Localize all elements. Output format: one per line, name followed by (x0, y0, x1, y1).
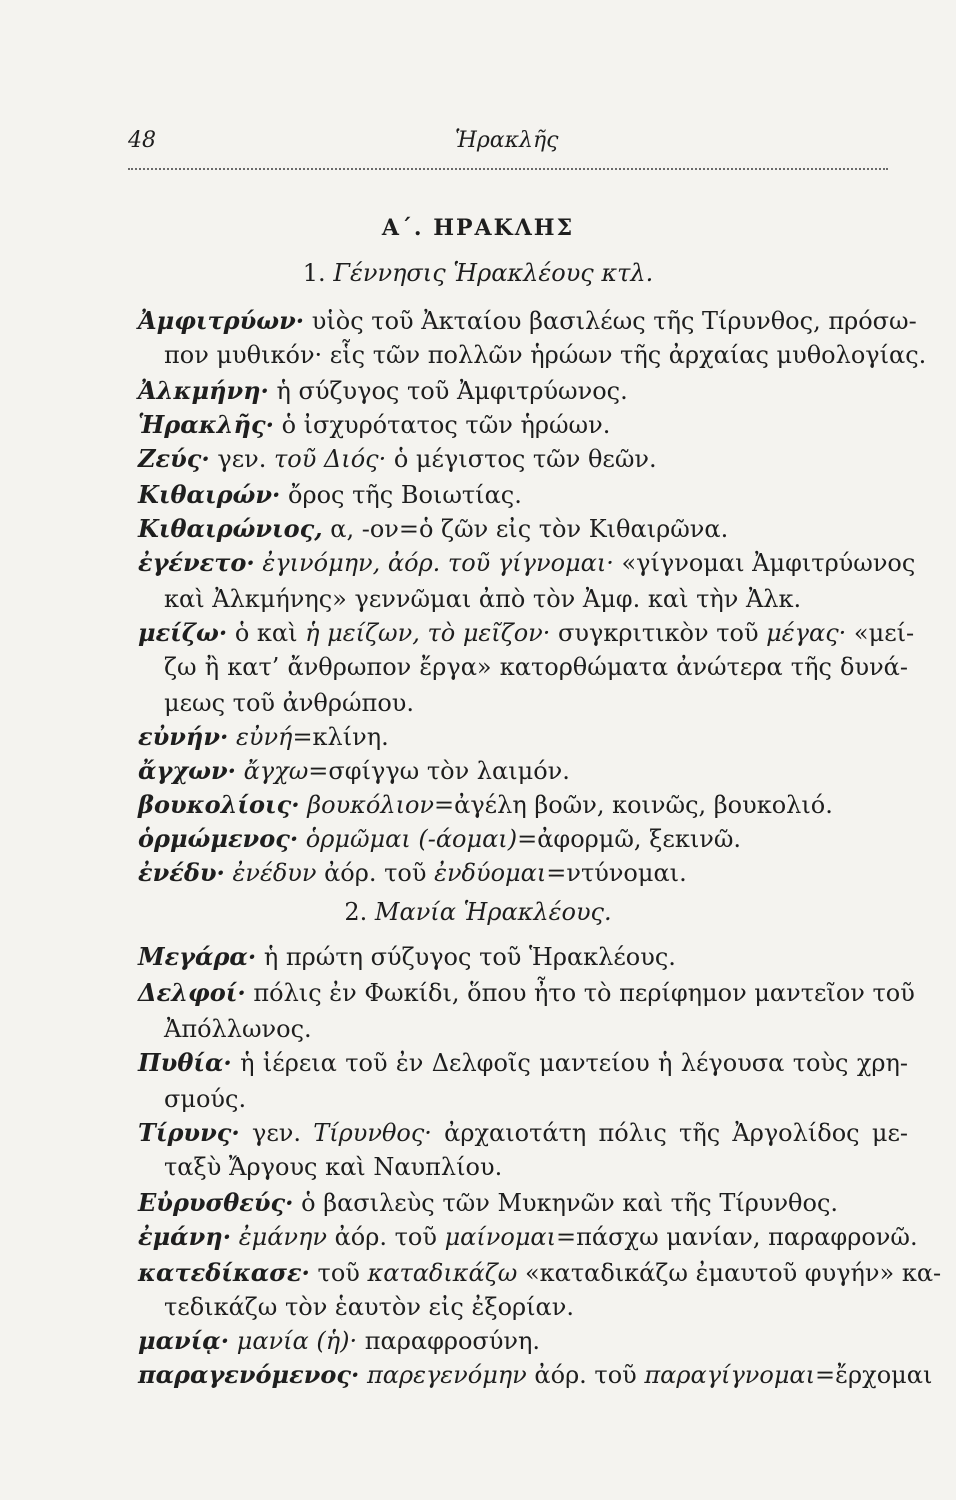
glossary-entry-line (138, 720, 908, 754)
inflection: μαίνομαι (444, 1223, 557, 1251)
text: ὁ βασιλεὺς τῶν Μυκηνῶν καὶ τῆς Τίρυνθος. (293, 1189, 839, 1217)
headword: ὁρμώμενος· (138, 824, 299, 853)
text: ἀρχαιοτάτη πόλις τῆς Ἀργολίδος με- (431, 1119, 908, 1147)
glossary-continuation-line (164, 582, 908, 616)
inflection: εὐνή (228, 723, 293, 751)
text: =ἔρχομαι (815, 1361, 933, 1389)
headword: ἐμάνη· (138, 1222, 232, 1251)
headword: εὐνήν· (138, 722, 229, 751)
text: πον μυθικόν· εἷς τῶν πολλῶν ἡρώων τῆς ἀρχαίας μυθολογίας. (164, 341, 927, 369)
running-head (128, 128, 888, 168)
glossary-entry-line (138, 374, 908, 408)
headword: Τίρυνς· (138, 1118, 240, 1147)
text: ταξὺ Ἄργους καὶ Ναυπλίου. (164, 1153, 503, 1181)
headword: Εὐρυσθεύς· (138, 1188, 294, 1217)
section-heading-1 (0, 259, 956, 287)
text: παραφροσύνη. (357, 1327, 540, 1355)
inflection: βουκόλιον (299, 791, 435, 819)
headword: παραγενόμενος· (138, 1360, 360, 1389)
glossary-entry-line (138, 546, 916, 580)
text: ὄρος τῆς Βοιωτίας. (280, 481, 522, 509)
headword: ἐγένετο· (138, 548, 255, 577)
inflection: ἄγχω (235, 757, 309, 785)
glossary-entry-line (138, 478, 908, 512)
glossary-entry-line (138, 1220, 918, 1254)
glossary-continuation-line (164, 1012, 908, 1046)
headword: Ἡρακλῆς· (138, 410, 274, 439)
glossary-entry-line (138, 976, 915, 1010)
inflection: παραγίγνομαι (644, 1361, 816, 1389)
inflection: ἐνδύομαι (434, 859, 547, 887)
text: τεδικάζω τὸν ἑαυτὸν εἰς ἐξορίαν. (164, 1293, 574, 1321)
glossary-entry-line (138, 856, 908, 890)
inflection: ἐμάνην (231, 1223, 327, 1251)
text: ἡ ἱέρεια τοῦ ἐν Δελφοῖς μαντείου ἡ λέγουσα τοὺς χρη- (231, 1049, 908, 1077)
inflection: μέγας· (766, 619, 847, 647)
text: γεν. (209, 445, 274, 473)
glossary-continuation-line (164, 1082, 908, 1116)
inflection: μανία (ἡ)· (229, 1327, 358, 1355)
glossary-entry-line (138, 754, 908, 788)
inflection: παρεγενόμην (359, 1361, 527, 1389)
glossary-entry-line (138, 304, 917, 338)
headword: μανίᾳ· (138, 1326, 230, 1355)
inflection: καταδικάζω (367, 1259, 518, 1287)
inflection: ἐνέδυν (224, 859, 317, 887)
text: πόλις ἐν Φωκίδι, ὅπου ἦτο τὸ περίφημον μαντεῖον τοῦ (245, 979, 915, 1007)
headword: Πυθία· (138, 1048, 232, 1077)
text: ἀόρ. τοῦ (326, 1223, 445, 1251)
glossary-continuation-line (164, 686, 908, 720)
text: γεν. (239, 1119, 314, 1147)
headword: βουκολίοις· (138, 790, 300, 819)
headword: κατεδίκασε· (138, 1258, 310, 1287)
inflection: Τίρυνθος· (313, 1119, 432, 1147)
glossary-continuation-line (164, 338, 927, 372)
glossary-entry-line (138, 1324, 908, 1358)
inflection: ἐγινόμην, ἀόρ. τοῦ γίγνομαι· (254, 549, 614, 577)
glossary-continuation-line (164, 650, 908, 684)
text: ἀόρ. τοῦ (526, 1361, 645, 1389)
text: =κλίνη. (292, 723, 389, 751)
page-number: 48 (128, 128, 156, 153)
text: Ἀπόλλωνος. (164, 1015, 312, 1043)
text: ἀόρ. τοῦ (316, 859, 435, 887)
glossary-continuation-line (164, 1290, 908, 1324)
text: μεως τοῦ ἀνθρώπου. (164, 689, 414, 717)
glossary-entry-line (138, 1116, 908, 1150)
glossary-entry-line (138, 616, 915, 650)
text: υἱὸς τοῦ Ἀκταίου βασιλέως τῆς Τίρυνθος, πρόσω- (304, 307, 917, 335)
text: συγκριτικὸν τοῦ (550, 619, 767, 647)
glossary-continuation-line (164, 1150, 908, 1184)
chapter-title: Α΄. ΗΡΑΚΛΗΣ (381, 215, 575, 241)
inflection: ὁρμῶμαι (-άομαι) (298, 825, 518, 853)
text: «γίγνομαι Ἀμφιτρύωνος (613, 549, 916, 577)
text: καὶ Ἀλκμήνης» γεννῶμαι ἀπὸ τὸν Ἀμφ. καὶ τὴν Ἀλκ. (164, 585, 802, 613)
headword: Ζεύς· (138, 444, 210, 473)
glossary-entry-line (138, 1046, 908, 1080)
headword: Κιθαιρών· (138, 480, 281, 509)
glossary-entry-line (138, 442, 908, 476)
text: =πάσχω μανίαν, παραφρονῶ. (556, 1223, 918, 1251)
header-dotted-rule (128, 168, 888, 170)
headword: Δελφοί· (138, 978, 246, 1007)
text: ὁ μέγιστος τῶν θεῶν. (386, 445, 657, 473)
text: σμούς. (164, 1085, 247, 1113)
section-number: 2. (344, 898, 368, 926)
running-title: Ἡρακλῆς (455, 128, 559, 153)
inflection: τοῦ Διός· (274, 445, 387, 473)
glossary-entry-line (138, 788, 908, 822)
text: ζω ἢ κατ’ ἄνθρωπον ἔργα» κατορθώματα ἀνώτερα τῆς δυνά- (164, 653, 908, 681)
text: ὁ καὶ (227, 619, 306, 647)
headword: Μεγάρα· (138, 942, 257, 971)
text: =ἀγέλη βοῶν, κοινῶς, βουκολιό. (434, 791, 833, 819)
text: «μεί- (846, 619, 915, 647)
inflection: ἡ μείζων, τὸ μεῖζον· (305, 619, 551, 647)
headword: Ἀλκμήνη· (138, 376, 269, 405)
glossary-entry-line (138, 1186, 908, 1220)
section-number: 1. (302, 259, 326, 287)
glossary-entry-line (138, 408, 908, 442)
glossary-entry-line (138, 822, 908, 856)
text: «καταδικάζω ἐμαυτοῦ φυγήν» κα- (517, 1259, 942, 1287)
text: α, -ον=ὁ ζῶν εἰς τὸν Κιθαιρῶνα. (322, 515, 729, 543)
headword: μείζω· (138, 618, 228, 647)
section-title: Γέννησις Ἡρακλέους κτλ. (333, 259, 654, 287)
headword: Ἀμφιτρύων· (138, 306, 305, 335)
headword: Κιθαιρώνιος, (138, 514, 323, 543)
text: =σφίγγω τὸν λαιμόν. (308, 757, 570, 785)
headword: ἐνέδυ· (138, 858, 225, 887)
text: =ντύνομαι. (546, 859, 687, 887)
glossary-entry-line (138, 1256, 942, 1290)
glossary-entry-line (138, 940, 908, 974)
text: =ἀφορμῶ, ξεκινῶ. (517, 825, 742, 853)
glossary-entry-line (138, 512, 908, 546)
text: ἡ σύζυγος τοῦ Ἀμφιτρύωνος. (268, 377, 628, 405)
headword: ἄγχων· (138, 756, 236, 785)
text: τοῦ (309, 1259, 368, 1287)
glossary-entry-line (138, 1358, 933, 1392)
text: ὁ ἰσχυρότατος τῶν ἡρώων. (273, 411, 611, 439)
section-title: Μανία Ἡρακλέους. (374, 898, 612, 926)
section-heading-2 (0, 898, 956, 926)
text: ἡ πρώτη σύζυγος τοῦ Ἡρακλέους. (256, 943, 676, 971)
